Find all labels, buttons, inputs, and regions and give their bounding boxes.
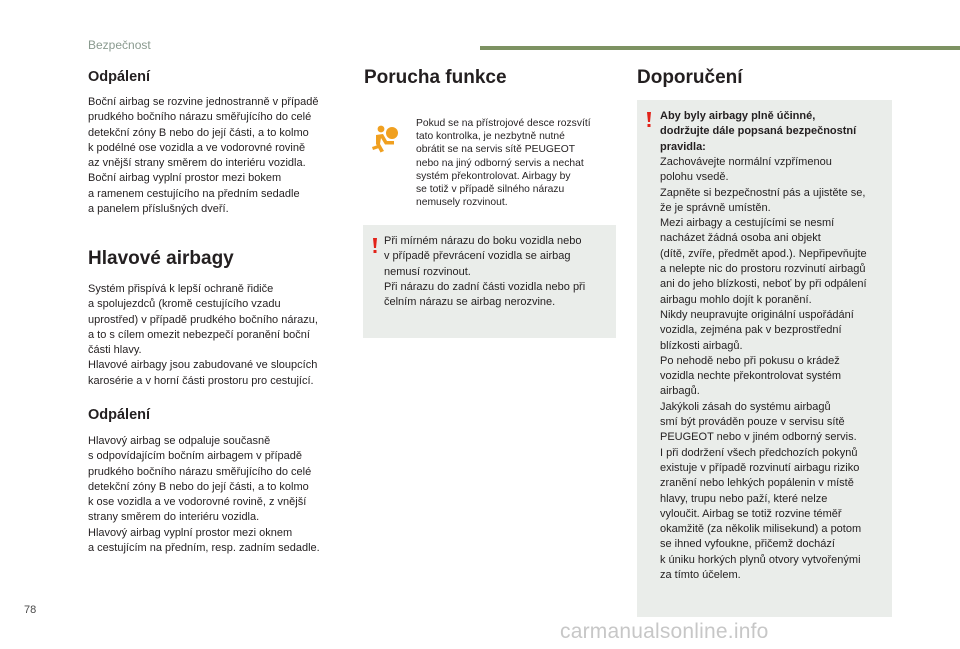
warning-text-porucha: Při mírném nárazu do boku vozidla nebo v případě převrácení vozidla se airbag nemusí rozvinout. Při nárazu do zadní části vozidla nebo při čelním nárazu se airbag nerozvine. — [384, 235, 586, 309]
page-number: 78 — [24, 604, 37, 616]
section-label: Bezpečnost — [88, 38, 151, 52]
warning-box-doporuceni — [637, 100, 892, 617]
warning-lamp-text: Pokud se na přístrojové desce rozsvítí tato kontrolka, je nezbytně nutné obrátit se na servis sítě PEUGEOT nebo na jiný odborný servis a nechat systém překontrolovat. Airbagy by se totiž v případě silného nárazu nemusely rozvinout. — [416, 118, 591, 209]
odpaleni-text-2: Hlavový airbag se odpaluje současně s odpovídajícím bočním airbagem v případě prudkého bočního nárazu směřujícího do celé detekční zóny B nebo do její části, a to kolmo k ose vozidla a ve vodorovné rovině, z vnější strany směrem do interiéru vozidla. Hlavový airbag vyplní prostor mezi oknem a cestujícím na předním, resp. zadním sedadle. — [88, 435, 320, 555]
hlavove-airbagy-heading: Hlavové airbagy — [88, 248, 234, 269]
watermark: carmanualsonline.info — [560, 620, 769, 643]
odpaleni-heading-1: Odpálení — [88, 69, 151, 85]
hlavove-airbagy-text: Systém přispívá k lepší ochraně řidiče a spolujezdců (kromě cestujícího vzadu uprostřed) v případě prudkého bočního nárazu, a to s cílem omezit nebezpečí poranění boční části hlavy. Hlavové airbagy jsou zabudované ve sloupcích karosérie a v horní části prostoru pro cestující. — [88, 283, 318, 387]
doporuceni-text: Zachovávejte normální vzpřímenou polohu vsedě. Zapněte si bezpečnostní pás a ujistěte se, že je správně umístěn. Mezi airbagy a cestujícími se nesmí nacházet žádná osoba ani objekt (dítě, zvíře, předmět apod.). Nepřipevňujte a nelepte nic do prostoru rozvinutí airbagů ani do jeho blízkosti, neboť by při odpálení airbagu mohlo dojít k poranění. Nikdy neupravujte originální uspořádání vozidla, zejména pak v bezprostřední blízkosti airbagů. Po nehodě nebo při pokusu o krádež vozidla nechte překontrolovat systém airbagů. Jakýkoli zásah do systému airbagů smí být prováděn pouze v servisu sítě PEUGEOT nebo v jiném odborný servis. I při dodržení všech předchozích pokynů existuje v případě rozvinutí airbagu riziko zranění nebo lehkých popálenin v místě hlavy, trupu nebo paží, které nelze vyloučit. Airbag se totiž rozvine téměř okamžitě (za několik milisekund) a potom se ihned vyfoukne, přičemž dochází k úniku horkých plynů otvory vytvořenými za tímto účelem. — [660, 156, 867, 582]
doporuceni-intro: Aby byly airbagy plně účinné, dodržujte dále popsaná bezpečnostní pravidla: — [660, 110, 857, 153]
exclamation-icon — [645, 112, 653, 128]
odpaleni-heading-2: Odpálení — [88, 407, 151, 423]
header-rule — [480, 46, 960, 50]
airbag-warning-icon — [370, 124, 400, 154]
exclamation-icon — [371, 238, 379, 254]
porucha-funkce-heading: Porucha funkce — [364, 67, 507, 88]
warning-box-porucha — [363, 225, 616, 338]
doporuceni-heading: Doporučení — [637, 67, 743, 88]
odpaleni-text-1: Boční airbag se rozvine jednostranně v případě prudkého bočního nárazu směřujícího do celé detekční zóny B nebo do její části, a to kolmo k podélné ose vozidla a ve vodorovné rovině az vnější strany směrem do interiéru vozidla. Boční airbag vyplní prostor mezi bokem a ramenem cestujícího na předním sedadle a panelem příslušných dveří. — [88, 96, 319, 216]
